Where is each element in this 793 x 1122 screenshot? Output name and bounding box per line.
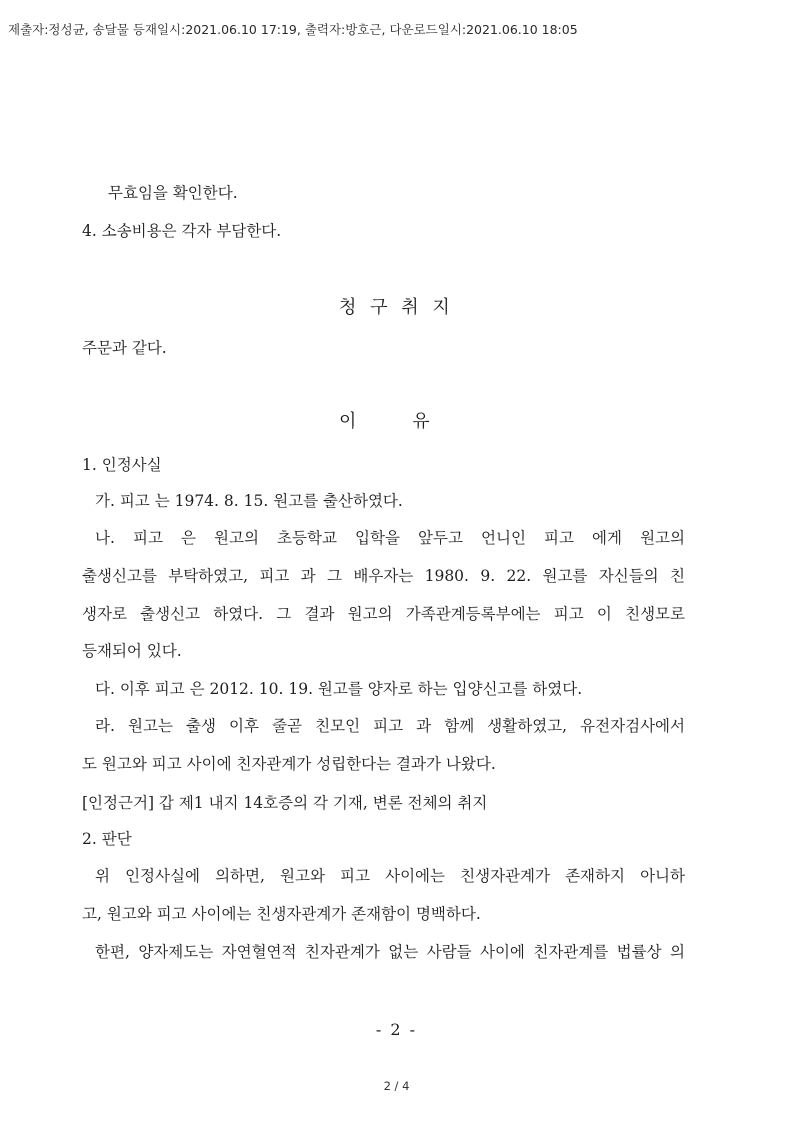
fact-na-line2: 출생신고를 부탁하였고, 피고 과 그 배우자는 1980. 9. 22. 원고를 자신들의 친: [82, 567, 685, 585]
section-title-judgment: 2. 판단: [82, 830, 132, 848]
reason-heading: [339, 411, 430, 433]
fact-na-line3: 생자로 출생신고 하였다. 그 결과 원고의 가족관계등록부에는 피고 이 친생모로: [82, 605, 685, 623]
page-count: 2 / 4: [383, 1079, 410, 1093]
fact-na-line1: 나. 피고 은 원고의 초등학교 입학을 앞두고 언니인 피고 에게 원고의: [95, 529, 685, 547]
reason-heading-left: 이: [339, 411, 357, 432]
document-header: 제출자:정성균, 송달물 등재일시:2021.06.10 17:19, 출력자:방호근, 다운로드일시:2021.06.10 18:05: [8, 22, 578, 37]
page-number: - 2 -: [375, 1020, 418, 1039]
continued-line: 무효임을 확인한다.: [108, 184, 238, 202]
claim-body: 주문과 같다.: [82, 339, 167, 357]
fact-basis: [인정근거] 갑 제1 내지 14호증의 각 기재, 변론 전체의 취지: [82, 794, 488, 812]
order-item-4: 4. 소송비용은 각자 부담한다.: [82, 222, 282, 240]
fact-da: 다. 이후 피고 은 2012. 10. 19. 원고를 양자로 하는 입양신고를 하였다.: [95, 680, 583, 698]
fact-ra-line2: 도 원고와 피고 사이에 친자관계가 성립한다는 결과가 나왔다.: [82, 755, 496, 773]
fact-ga: 가. 피고 는 1974. 8. 15. 원고를 출산하였다.: [95, 492, 403, 510]
reason-heading-right: 유: [412, 411, 430, 432]
fact-na-line4: 등재되어 있다.: [82, 642, 182, 660]
claim-heading: 청 구 취 지: [339, 297, 454, 318]
fact-ra-line1: 라. 원고는 출생 이후 줄곧 친모인 피고 과 함께 생활하였고, 유전자검사에서: [95, 717, 685, 735]
section-title-facts: 1. 인정사실: [82, 456, 162, 474]
judgment-p1-line2: 고, 원고와 피고 사이에는 친생자관계가 존재함이 명백하다.: [82, 905, 481, 923]
judgment-p2-line1: 한편, 양자제도는 자연혈연적 친자관계가 없는 사람들 사이에 친자관계를 법률상 의: [95, 943, 685, 961]
judgment-p1-line1: 위 인정사실에 의하면, 원고와 피고 사이에는 친생자관계가 존재하지 아니하: [95, 867, 685, 885]
